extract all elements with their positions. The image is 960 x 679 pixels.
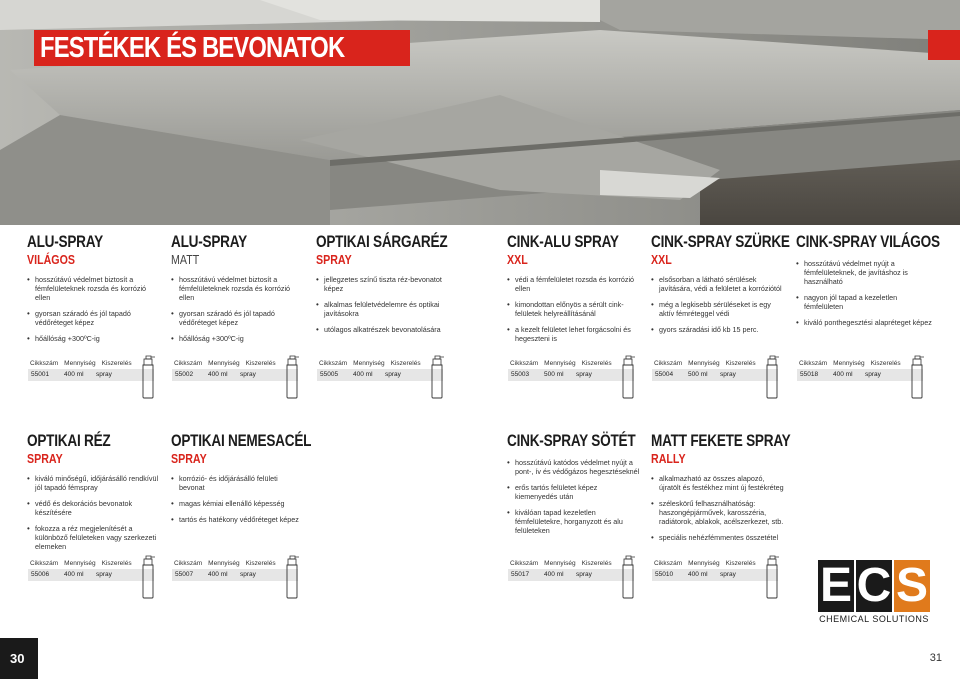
table-header [510, 560, 618, 567]
product-title: CINK-ALU SPRAY [507, 232, 619, 251]
col-qty: Mennyiség [64, 560, 96, 567]
feature-list [316, 275, 450, 334]
product-subtitle: RALLY [651, 451, 686, 466]
ecs-logo [816, 560, 932, 626]
col-qty: Mennyiség [353, 360, 385, 367]
col-pack: Kiszerelés [725, 360, 756, 367]
product-title: OPTIKAI RÉZ [27, 431, 111, 450]
product-title: OPTIKAI NEMESACÉL [171, 431, 312, 450]
col-pack: Kiszerelés [245, 560, 276, 567]
table-header [319, 360, 427, 367]
page-number-left-box [0, 638, 38, 679]
feature-item: • kiváló ponthegesztési alapréteget képez [796, 318, 936, 327]
feature-item: • korrózió- és időjárásálló felületi bevonat [171, 474, 305, 492]
feature-list [27, 275, 161, 343]
feature-item: • kimondottan előnyös a sérült cink-felületek helyreállításánál [507, 300, 641, 318]
feature-item: • védi a fémfelületet rozsda és korrózió ellen [507, 275, 641, 293]
col-pack: Kiszerelés [245, 360, 276, 367]
cell-pack: spray [240, 371, 256, 378]
feature-item: • a kezelt felületet lehet forgácsolni és hegeszteni is [507, 325, 641, 343]
product-cink-spray-szurke [651, 232, 790, 341]
product-subtitle: MATT [171, 252, 200, 267]
feature-item: • alkalmas felületvédelemre és optikai javításokra [316, 300, 450, 318]
table-row [172, 569, 298, 581]
spray-can-icon [140, 555, 156, 599]
feature-item: • elsősorban a látható sérülések javítására, védi a felületet a korróziótól [651, 275, 785, 293]
feature-list [507, 275, 641, 343]
feature-item: • nagyon jól tapad a kezeletlen fémfelületen [796, 293, 936, 311]
cell-code: 55005 [320, 371, 339, 378]
cell-code: 55018 [800, 371, 819, 378]
col-qty: Mennyiség [208, 560, 240, 567]
table-row [508, 369, 634, 381]
cell-code: 55004 [655, 371, 674, 378]
cell-qty: 400 ml [64, 371, 84, 378]
cell-qty: 400 ml [208, 571, 228, 578]
table-row [508, 569, 634, 581]
col-pack: Kiszerelés [101, 560, 132, 567]
product-title: ALU-SPRAY [171, 232, 247, 251]
logo-letter: E [819, 559, 852, 612]
cell-code: 55001 [31, 371, 50, 378]
col-qty: Mennyiség [64, 360, 96, 367]
logo-letter-box [856, 560, 892, 612]
product-subtitle: SPRAY [316, 252, 352, 267]
feature-item: • hosszútávú védelmet biztosít a fémfelületeknek rozsda és korrózió ellen [27, 275, 161, 302]
spray-can-icon [429, 355, 445, 399]
product-alu-spray-vilagos [27, 233, 161, 350]
cell-code: 55017 [511, 571, 530, 578]
cell-pack: spray [576, 371, 592, 378]
page-title-bar [34, 30, 410, 66]
cell-pack: spray [576, 571, 592, 578]
table-row [28, 569, 154, 581]
feature-item: • még a legkisebb sérüléseket is egy aktív fémréteggel védi [651, 300, 785, 318]
feature-item: • hosszútávú védelmet biztosít a fémfelületeknek rozsda és korrózió ellen [171, 275, 305, 302]
feature-item: • hőállóság +300ºC-ig [27, 334, 161, 343]
feature-list [507, 458, 641, 535]
col-pack: Kiszerelés [870, 360, 901, 367]
cell-code: 55003 [511, 371, 530, 378]
table-header [654, 360, 762, 367]
product-alu-spray-matt [171, 233, 305, 350]
product-optikai-nemesacel [171, 431, 312, 531]
feature-list [171, 275, 305, 343]
feature-item: • hőállóság +300ºC-ig [171, 334, 305, 343]
feature-item: • utólagos alkatrészek bevonatolására [316, 325, 450, 334]
product-title: CINK-SPRAY SÖTÉT [507, 431, 636, 450]
col-qty: Mennyiség [544, 360, 576, 367]
col-pack: Kiszerelés [725, 560, 756, 567]
product-optikai-sargarez [316, 233, 450, 341]
logo-letter-box [894, 560, 930, 612]
col-pack: Kiszerelés [101, 360, 132, 367]
feature-item: • hosszútávú katódos védelmet nyújt a pont-, ív és védőgázos hegesztéseknél [507, 458, 641, 476]
table-row [797, 369, 923, 381]
feature-item: • hosszútávú védelmet nyújt a fémfelületeknek, de javításhoz is használható [796, 259, 936, 286]
col-code: Cikkszám [174, 360, 203, 367]
col-code: Cikkszám [799, 360, 828, 367]
col-code: Cikkszám [654, 560, 683, 567]
title-accent-tab [928, 30, 960, 60]
feature-item: • kiváló minőségű, időjárásálló rendkívül jól tapadó fémspray [27, 474, 161, 492]
feature-item: • tartós és hatékony védőréteget képez [171, 515, 305, 524]
product-cink-spray-vilagos [796, 232, 940, 334]
spray-can-icon [909, 355, 925, 399]
table-row [28, 369, 154, 381]
col-code: Cikkszám [654, 360, 683, 367]
feature-item: • gyorsan száradó és jól tapadó védőréteget képez [171, 309, 305, 327]
feature-item: • jellegzetes színű tiszta réz-bevonatot képez [316, 275, 450, 293]
cell-pack: spray [720, 371, 736, 378]
feature-list [651, 275, 785, 334]
table-row [172, 369, 298, 381]
product-subtitle: SPRAY [171, 451, 207, 466]
feature-list [651, 474, 785, 542]
feature-item: • fokozza a réz megjelenítését a különböző felületeken vagy szerkezeti elemeken [27, 524, 161, 551]
feature-item: • széleskörű felhasználhatóság: haszongépjárművek, karosszéria, radiátorok, ablakok, acélszerkezet, stb. [651, 499, 785, 526]
table-header [174, 560, 282, 567]
cell-qty: 400 ml [544, 571, 564, 578]
col-code: Cikkszám [30, 360, 59, 367]
spray-can-icon [284, 555, 300, 599]
cell-pack: spray [865, 371, 881, 378]
product-cink-spray-sotet [507, 432, 641, 542]
spray-can-icon [284, 355, 300, 399]
product-optikai-rez [27, 432, 161, 558]
spray-can-icon [764, 355, 780, 399]
logo-letter: S [895, 559, 928, 612]
logo-letter-box [818, 560, 854, 612]
spray-can-icon [764, 555, 780, 599]
col-code: Cikkszám [174, 560, 203, 567]
product-title: MATT FEKETE SPRAY [651, 431, 791, 450]
col-qty: Mennyiség [833, 360, 865, 367]
product-subtitle: XXL [651, 252, 672, 267]
col-qty: Mennyiség [688, 560, 720, 567]
cell-code: 55002 [175, 371, 194, 378]
table-header [174, 360, 282, 367]
col-code: Cikkszám [30, 560, 59, 567]
table-row [652, 369, 778, 381]
product-title: OPTIKAI SÁRGARÉZ [316, 232, 448, 251]
feature-item: • gyorsan száradó és jól tapadó védőréteget képez [27, 309, 161, 327]
spray-can-icon [620, 555, 636, 599]
cell-qty: 500 ml [688, 371, 708, 378]
table-header [799, 360, 907, 367]
col-code: Cikkszám [319, 360, 348, 367]
feature-item: • gyors száradási idő kb 15 perc. [651, 325, 785, 334]
cell-pack: spray [385, 371, 401, 378]
feature-item: • alkalmazható az összes alapozó, újratölt és festékhez mint új festékréteg [651, 474, 785, 492]
logo-caption: CHEMICAL SOLUTIONS [819, 614, 929, 624]
table-header [30, 560, 138, 567]
table-header [654, 560, 762, 567]
col-qty: Mennyiség [208, 360, 240, 367]
cell-pack: spray [96, 571, 112, 578]
table-row [652, 569, 778, 581]
logo-letter: C [856, 559, 892, 612]
cell-code: 55007 [175, 571, 194, 578]
product-subtitle: SPRAY [27, 451, 63, 466]
col-code: Cikkszám [510, 560, 539, 567]
feature-list [27, 474, 161, 551]
col-pack: Kiszerelés [581, 560, 612, 567]
spray-can-icon [620, 355, 636, 399]
product-subtitle: VILÁGOS [27, 252, 75, 267]
col-qty: Mennyiség [544, 560, 576, 567]
product-title: CINK-SPRAY VILÁGOS [796, 232, 940, 251]
cell-qty: 400 ml [64, 571, 84, 578]
table-header [510, 360, 618, 367]
page-title: FESTÉKEK ÉS BEVONATOK [40, 32, 345, 64]
product-title: ALU-SPRAY [27, 232, 103, 251]
hero-photo-steel-beams [0, 0, 960, 225]
cell-pack: spray [240, 571, 256, 578]
feature-item: • erős tartós felületet képez kiemenyedés után [507, 483, 641, 501]
col-code: Cikkszám [510, 360, 539, 367]
product-subtitle: XXL [507, 252, 528, 267]
col-pack: Kiszerelés [581, 360, 612, 367]
page-number-left: 30 [10, 651, 25, 666]
table-header [30, 360, 138, 367]
cell-qty: 400 ml [688, 571, 708, 578]
col-pack: Kiszerelés [390, 360, 421, 367]
feature-list [796, 259, 936, 327]
product-matt-fekete-spray [651, 431, 791, 549]
cell-qty: 400 ml [353, 371, 373, 378]
feature-list [171, 474, 305, 524]
spray-can-icon [140, 355, 156, 399]
product-title: CINK-SPRAY SZÜRKE [651, 232, 790, 251]
feature-item: • védő és dekorációs bevonatok készítésére [27, 499, 161, 517]
cell-qty: 500 ml [544, 371, 564, 378]
cell-code: 55006 [31, 571, 50, 578]
cell-qty: 400 ml [833, 371, 853, 378]
cell-pack: spray [96, 371, 112, 378]
feature-item: • magas kémiai ellenálló képesség [171, 499, 305, 508]
table-row [317, 369, 443, 381]
cell-pack: spray [720, 571, 736, 578]
cell-code: 55010 [655, 571, 674, 578]
feature-item: • kiválóan tapad kezeletlen fémfelületekre, horganyzott és alu felületeken [507, 508, 641, 535]
feature-item: • speciális nehézfémmentes összetétel [651, 533, 785, 542]
page-number-right: 31 [929, 652, 942, 664]
col-qty: Mennyiség [688, 360, 720, 367]
product-cink-alu-spray [507, 233, 641, 350]
cell-qty: 400 ml [208, 371, 228, 378]
